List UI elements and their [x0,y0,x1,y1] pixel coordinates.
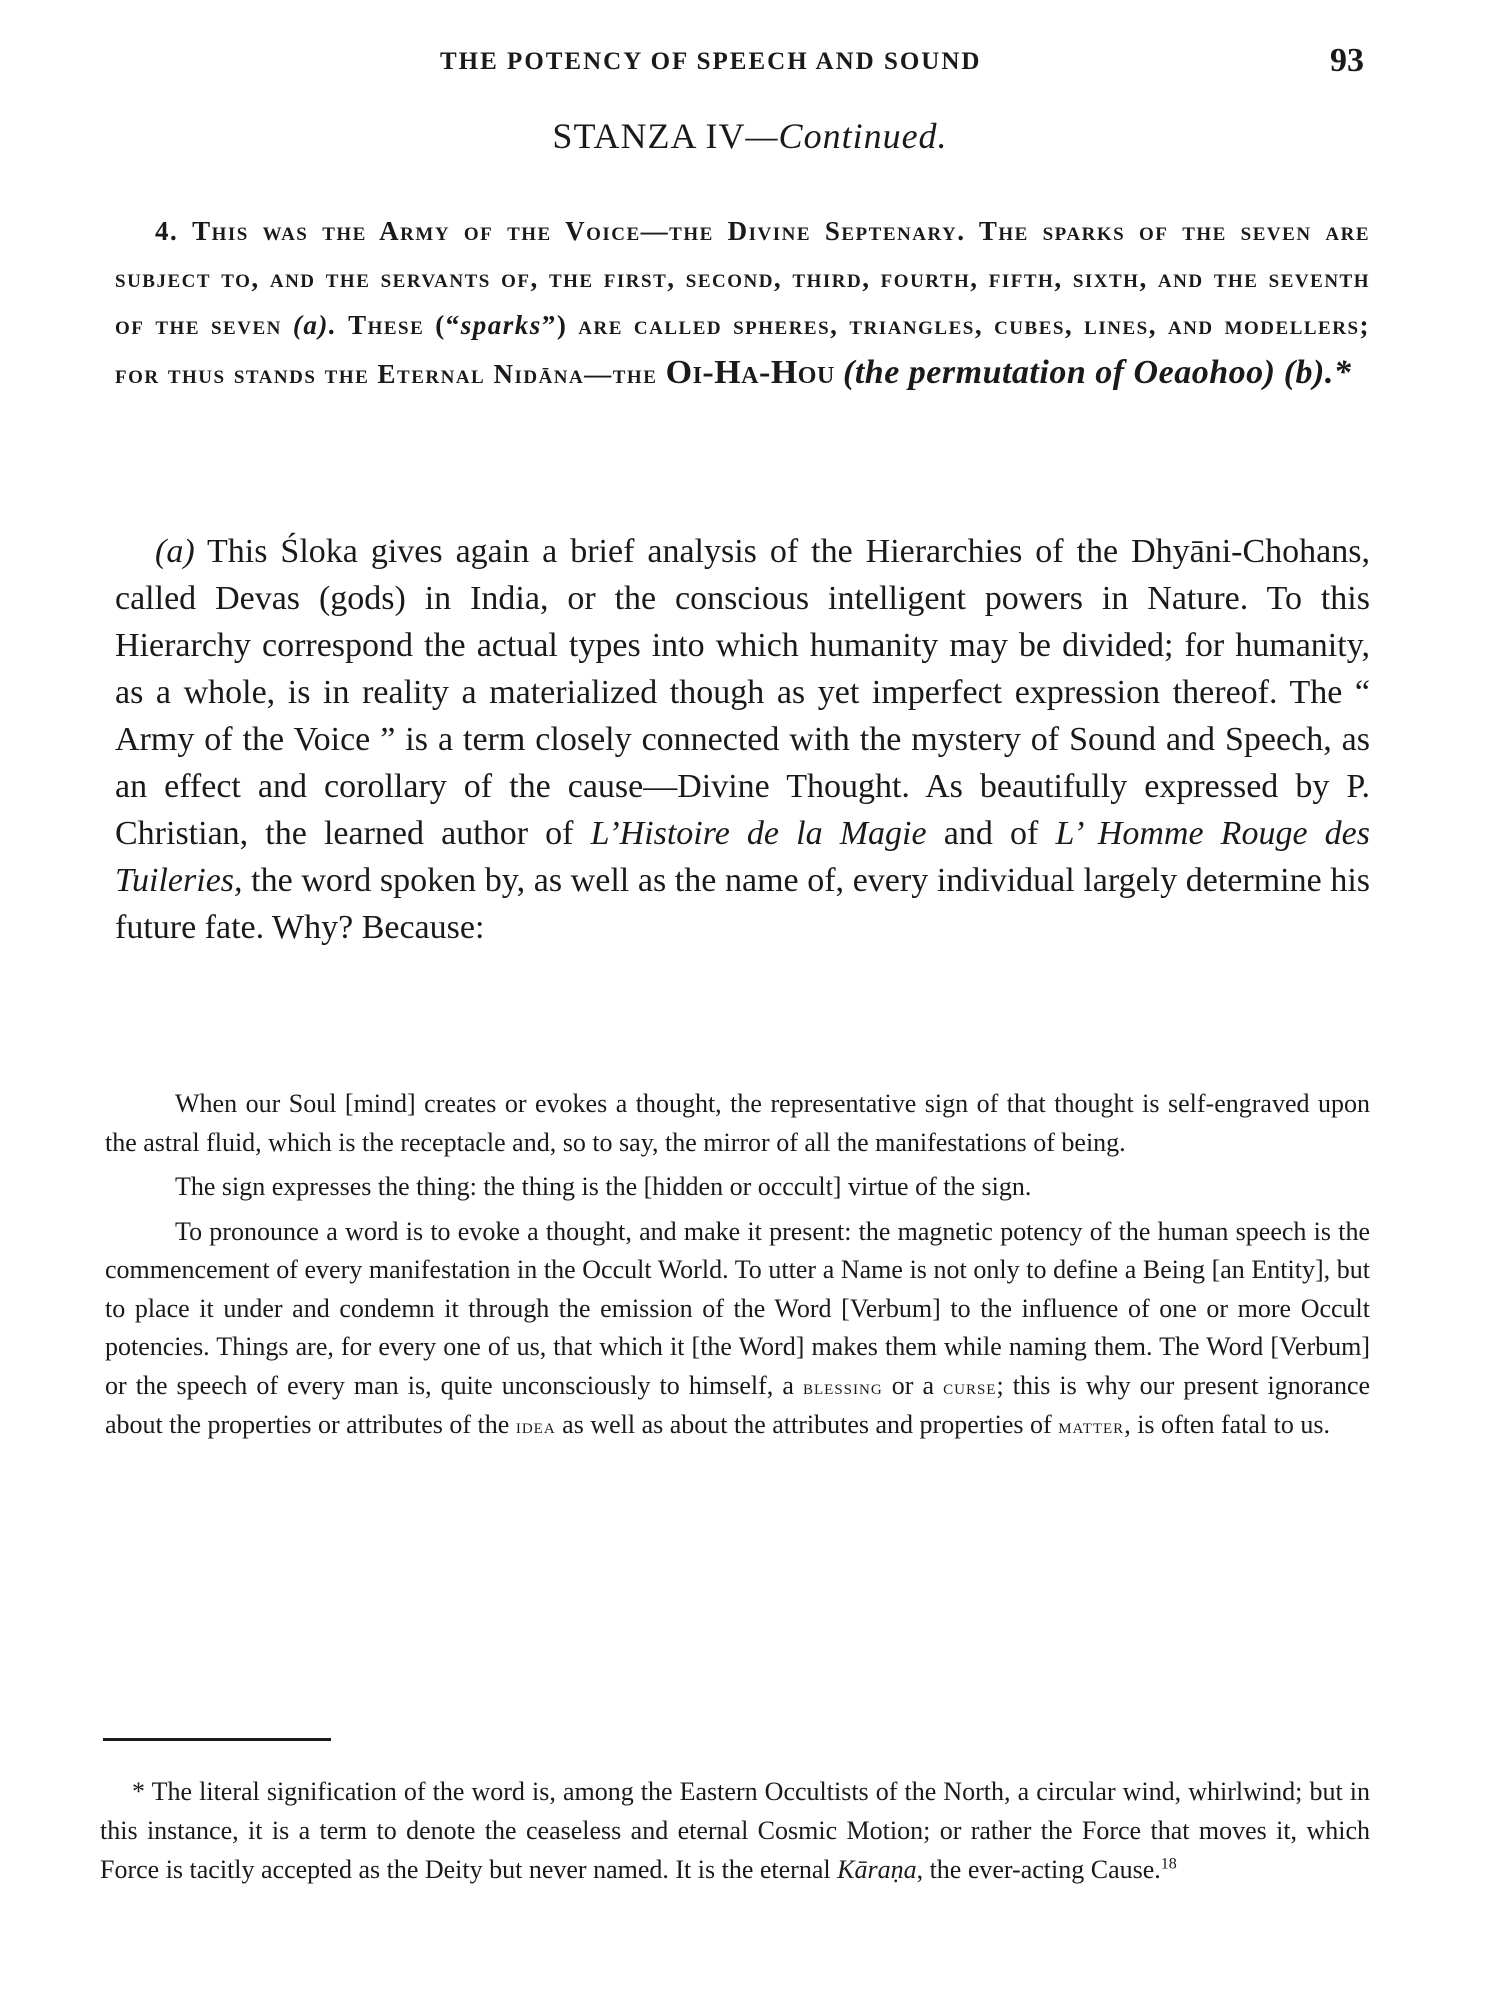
sloka-sentence-2: These (“ [348,310,461,340]
stanza-title [0,115,1500,157]
quote-curse: curse [943,1373,997,1399]
footnote-text: * The literal signification of the word is, among the Eastern Occultists of the North, a circular wind, whirlwind; but in this instance, it is a term to denote the ceaseless and eternal Cosmic Motion; or rather the Force that moves it, which Force is tacitly accepted as the Deity but never named. It is the eternal [100,1777,1370,1884]
footnote-end: , the ever-acting Cause. [916,1855,1161,1884]
commentary-and-of: and of [943,815,1039,852]
quote-text-c: as well as about the attributes and properties of [562,1410,1052,1439]
quote-or-a: or a [891,1370,935,1400]
footnote-paragraph [100,1772,1370,1889]
book-title-homme-rouge: L’ Homme Rouge des Tuileries, [115,815,1371,899]
quote-matter: matter [1058,1413,1125,1438]
sloka-sentence-1: This was the Army of the Voice—the Divine Septenary. The sparks of the seven are subject to, and the servants of, the first, second, third, fourth, fifth, sixth, and the seventh of the seven [115,216,1370,340]
sloka-sparks: sparks [460,310,542,340]
quote-paragraph-1: When our Soul [mind] creates or evokes a thought, the representative sign of that thought is self-engraved upon the astral fluid, which is the receptacle and, so to say, the mirror of all the manifestations of being. [105,1089,1370,1157]
sloka-text [115,208,1370,398]
sloka-oihahou: Oi-Ha-Hou [665,354,835,391]
sloka-ref-b: (b).* [1283,354,1352,391]
quote-text-a: To pronounce a word is to evoke a thought, and make it present: the magnetic potency of the human speech is the commencement of every manifestation in the Occult World. To utter a Name is not only to define a Being [an Entity], but to place it under and condemn it through the emission of the Word [Verbum] to the influence of one or more Occult potencies. Things are, for every one of us, that which it [the Word] makes them while naming them. The Word [Verbum] or the speech of every man is, quite unconsciously to himself, a [105,1216,1370,1400]
quote-idea: idea [515,1413,556,1438]
sloka-number: 4. [155,216,179,246]
footnote-rule [103,1738,331,1741]
sloka-sentence-3: ”) are called spheres, triangles, cubes, lines, and modellers; for thus stands the Eternal Nidāna—the [115,310,1371,389]
commentary [115,528,1370,951]
quote-text-d: , is often fatal to us. [1124,1410,1330,1439]
stanza-title-continued: —Continued. [745,116,948,156]
quote-paragraph-2: The sign expresses the thing: the thing is the [hidden or occcult] virtue of the sign. [175,1172,1032,1201]
footnote-karana: Kāraṇa [837,1855,917,1884]
running-title: THE POTENCY OF SPEECH AND SOUND [440,48,982,75]
quote-paragraph-3 [105,1213,1370,1446]
commentary-text-1: This Śloka gives again a brief analysis of the Hierarchies of the Dhyāni-Chohans, called Devas (gods) in India, or the conscious intelligent powers in Nature. To this Hierarchy correspond the actual types into which humanity may be divided; for humanity, as a whole, is in reality a materialized though as yet imperfect expression thereof. The “ Army of the Voice ” is a term closely connected with the mystery of Sound and Speech, as an effect and corollary of the cause—Divine Thought. As beautifully expressed by P. Christian, the learned author of [115,533,1370,852]
page-number: 93 [1330,42,1364,79]
footnote [100,1772,1370,1889]
commentary-label: (a) [155,533,195,570]
commentary-text-2: the word spoken by, as well as the name of, every individual largely determine his future fate. Why? Because: [115,862,1370,946]
footnote-ref: 18 [1160,1855,1177,1873]
sloka-permutation: (the permutation of Oeaohoo) [843,354,1276,391]
book-title-histoire: L’Histoire de la Magie [590,815,927,852]
stanza-title-main: STANZA IV [552,116,746,156]
commentary-paragraph [115,528,1370,951]
quote-blessing: blessing [803,1373,883,1399]
block-quote [105,1085,1370,1452]
quote-text-b: ; this is why our present ignorance about the properties or attributes of the [105,1370,1371,1439]
running-header [0,42,1500,82]
sloka-ref-a: (a). [292,310,338,340]
